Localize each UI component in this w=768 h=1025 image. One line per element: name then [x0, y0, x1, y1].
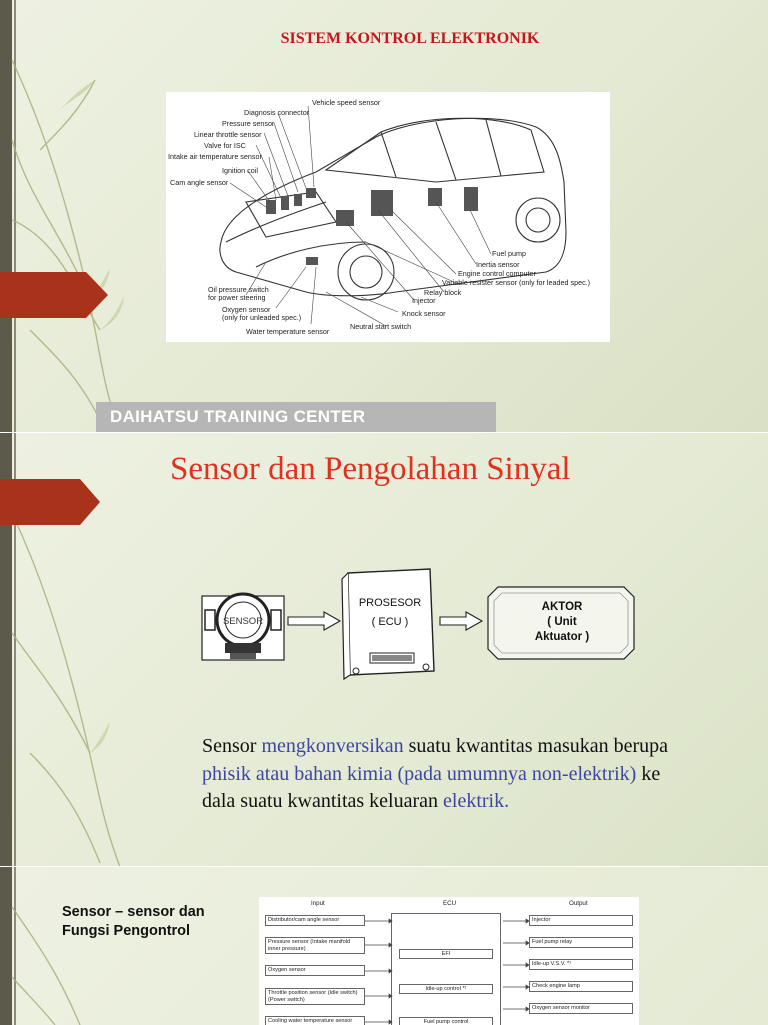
sensor-label: SENSOR [222, 616, 264, 627]
input-ecu-output-table [259, 897, 639, 1025]
slide-3-title [62, 903, 205, 941]
ecu-row: EFI [399, 949, 493, 959]
slide-title: SISTEM KONTROL ELEKTRONIK [280, 30, 540, 47]
arrow-to-ecu [288, 612, 340, 630]
prosesor-label: PROSESOR [358, 597, 422, 609]
input-row: Distributor/cam angle sensor [265, 915, 365, 926]
label-oil-pressure-2: for power steering [208, 293, 266, 302]
para-part-5: ke dala suatu kwantitas keluaran [202, 762, 661, 812]
arrow-to-actuator [440, 612, 482, 630]
label-fuel-pump: Fuel pump [492, 249, 526, 258]
sensor-ecu-actuator-diagram [200, 563, 640, 693]
title-line-1: Sensor – sensor dan [62, 904, 205, 920]
aktor-label: AKTOR [541, 601, 583, 613]
para-part-1: Sensor [202, 735, 262, 757]
label-oxygen-sensor-1: Oxygen sensor [222, 305, 271, 314]
label-oxygen-sensor-2: (only for unleaded spec.) [222, 313, 302, 322]
para-highlight-3: elektrik. [443, 790, 510, 812]
banner-text: DAIHATSU TRAINING CENTER [110, 407, 366, 426]
output-row: Fuel pump relay [529, 937, 633, 948]
output-row: Check engine lamp [529, 981, 633, 992]
label-pressure-sensor: Pressure sensor [222, 119, 275, 128]
input-row: Pressure sensor (Intake manifold inner pressure) [265, 937, 365, 954]
header-ecu: ECU [443, 900, 457, 907]
label-neutral-start-switch: Neutral start switch [350, 322, 412, 331]
label-diagnosis-connector: Diagnosis connector [244, 108, 310, 117]
input-row: Throttle position sensor (Idle switch) (Power switch) [265, 988, 365, 1005]
label-injector: Injector [412, 296, 436, 305]
ecu-label: ( ECU ) [371, 616, 409, 628]
unit-label: ( Unit [547, 616, 577, 628]
output-row: Idle-up V.S.V. *¹ [529, 959, 633, 970]
input-row: Cooling water temperature sensor [265, 1016, 365, 1025]
ecu-row: Idle-up control *¹ [399, 984, 493, 994]
label-oil-pressure-1: Oil pressure switch [208, 285, 269, 294]
slide-3 [0, 866, 768, 1025]
para-highlight-1: mengkonversikan [261, 735, 404, 757]
header-output: Output [569, 900, 588, 907]
ecu-row: Fuel pump control [399, 1017, 493, 1025]
label-engine-control-computer: Engine control computer [458, 269, 536, 278]
label-vehicle-speed-sensor: Vehicle speed sensor [312, 98, 381, 107]
red-arrow-tab [0, 479, 108, 525]
leaf-decoration [0, 0, 140, 432]
label-variable-resister: Variable resister sensor (only for leaded spec.) [442, 278, 591, 287]
label-knock-sensor: Knock sensor [402, 309, 446, 318]
label-relay-block: Relay block [424, 288, 462, 297]
output-row: Injector [529, 915, 633, 926]
para-part-3: suatu kwantitas masukan berupa [403, 735, 669, 757]
output-row: Oxygen sensor monitor [529, 1003, 633, 1014]
input-row: Oxygen sensor [265, 965, 365, 976]
label-intake-air-temp: Intake air temperature sensor [168, 152, 262, 161]
slide-2 [0, 432, 768, 867]
training-center-banner [96, 402, 496, 432]
slide-heading: Sensor dan Pengolahan Sinyal [170, 451, 571, 487]
label-inertia-sensor: Inertia sensor [476, 260, 520, 269]
header-input: Input [311, 900, 325, 907]
label-water-temp-sensor: Water temperature sensor [246, 327, 330, 336]
car-sensor-diagram [166, 92, 610, 342]
sensor-part-drawing [202, 594, 284, 660]
para-highlight-2: phisik atau bahan kimia (pada umumnya non-elektrik) [202, 762, 637, 785]
title-line-2: Fungsi Pengontrol [62, 923, 191, 939]
sensor-definition-paragraph [202, 733, 672, 816]
red-arrow-tab [0, 272, 108, 318]
label-linear-throttle-sensor: Linear throttle sensor [194, 130, 262, 139]
label-cam-angle-sensor: Cam angle sensor [170, 178, 229, 187]
leaf-decoration [0, 867, 140, 1025]
label-valve-for-isc: Valve for ISC [204, 141, 246, 150]
label-ignition-coil: Ignition coil [222, 166, 258, 175]
aktuator-label: Aktuator ) [534, 631, 590, 643]
table-arrows [259, 897, 639, 1025]
slide-1 [0, 0, 768, 432]
